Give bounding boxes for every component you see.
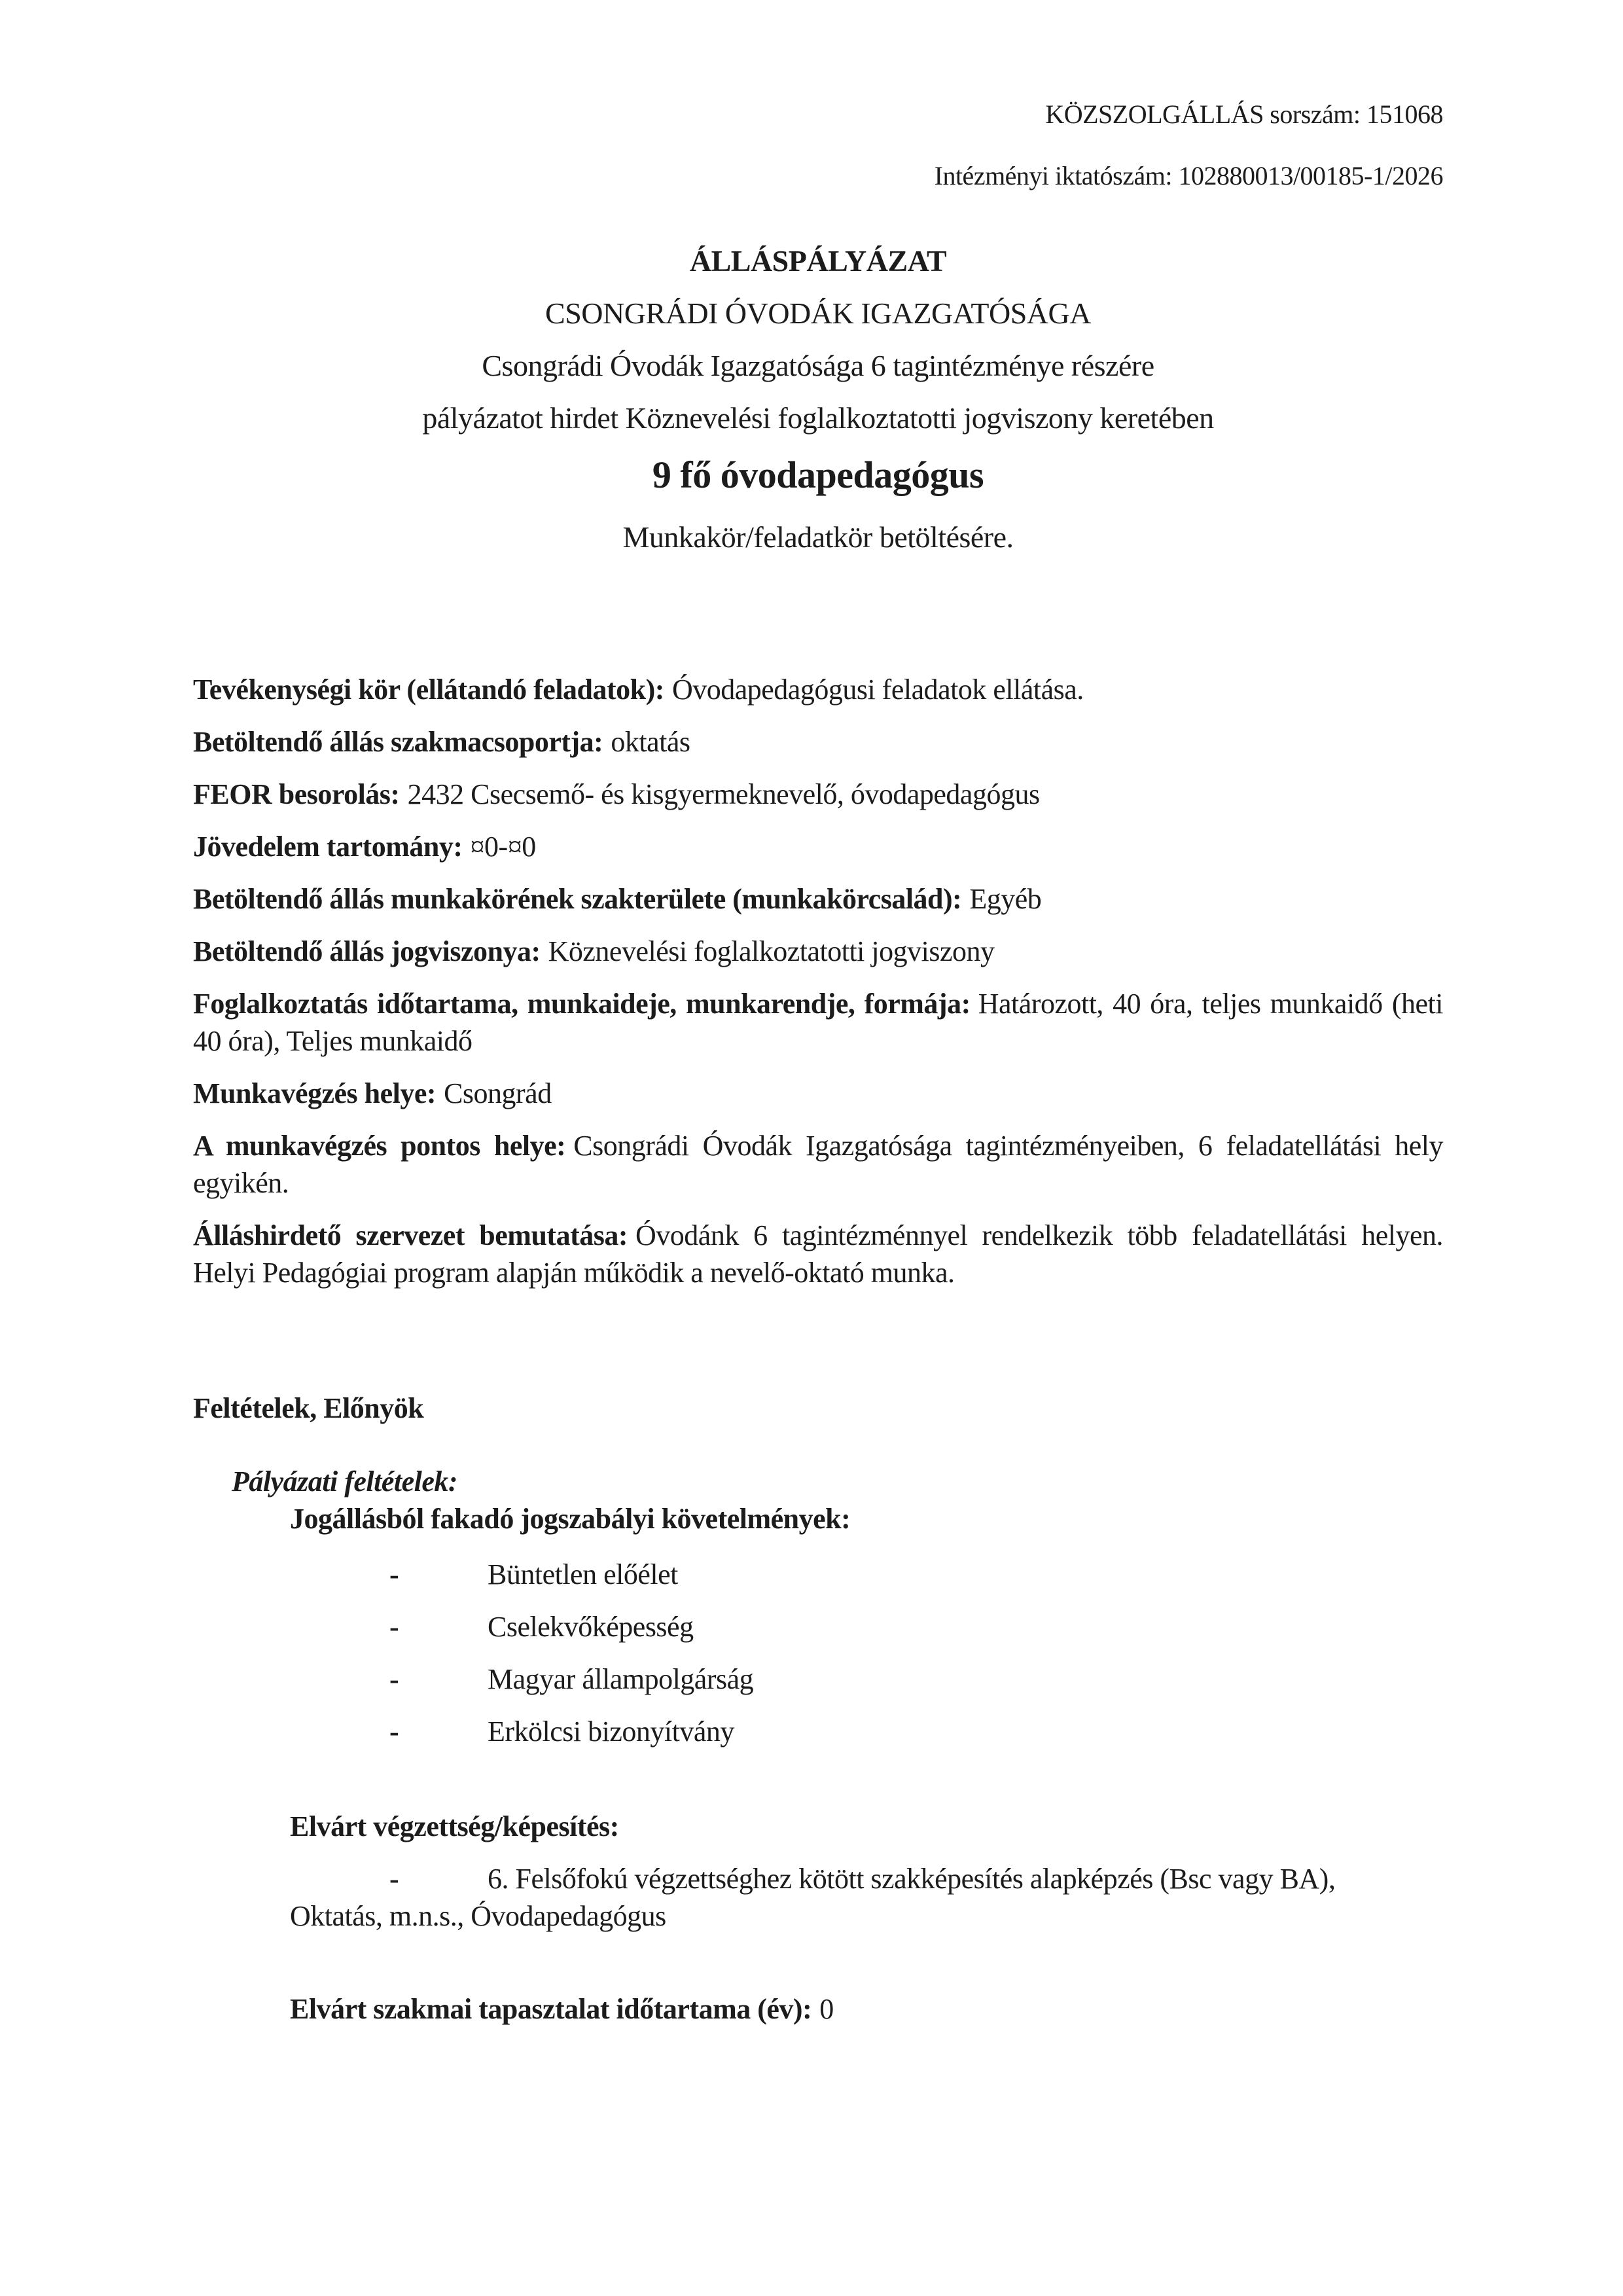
list-item-text: Erkölcsi bizonyítvány [488, 1715, 734, 1748]
detail-value: 2432 Csecsemő- és kisgyermeknevelő, óvodapedagógus [407, 778, 1040, 810]
list-item-text: Cselekvőképesség [488, 1611, 694, 1643]
qualification-heading: Elvárt végzettség/képesítés: [290, 1810, 619, 1842]
detail-value: oktatás [611, 726, 690, 758]
detail-label: Betöltendő állás jogviszonya: [193, 935, 541, 967]
detail-value: Csongrádi Óvodák Igazgatósága tagintézményeiben, 6 feladatellátási hely egyikén. [193, 1130, 1444, 1199]
detail-label: FEOR besorolás: [193, 778, 400, 810]
document-header [193, 98, 1443, 192]
registry-number-line: Intézményi iktatószám: 102880013/00185-1/2026 [934, 161, 1443, 190]
detail-label: Betöltendő állás munkakörének szakterülete (munkakörcsalád): [193, 883, 962, 915]
detail-employment-terms [193, 985, 1443, 1060]
detail-org-description [193, 1217, 1443, 1291]
detail-value: Óvodánk 6 tagintézménnyel rendelkezik több feladatellátási helyen. Helyi Pedagógiai program alapján működik a nevelő-oktató munka. [193, 1219, 1443, 1289]
detail-activity [193, 671, 1443, 708]
bullet-dash: - [389, 1715, 399, 1748]
position-title: 9 fő óvodapedagógus [652, 454, 984, 496]
detail-label: Álláshirdető szervezet bemutatása: [193, 1219, 628, 1251]
detail-exact-location [193, 1127, 1443, 1202]
experience-requirement [193, 1990, 1443, 2028]
title-subtitle-1: Csongrádi Óvodák Igazgatósága 6 tagintézménye részére [482, 349, 1154, 382]
conditions-section [193, 1390, 1443, 2028]
document-title: ÁLLÁSPÁLYÁZAT [689, 244, 947, 278]
bullet-dash: - [389, 1663, 399, 1695]
detail-label: Foglalkoztatás időtartama, munkaideje, munkarendje, formája: [193, 988, 971, 1020]
experience-label: Elvárt szakmai tapasztalat időtartama (év): [290, 1993, 812, 2025]
qualification-item-continuation: Oktatás, m.n.s., Óvodapedagógus [290, 1900, 666, 1932]
list-item [193, 1608, 1443, 1645]
detail-value: Egyéb [969, 883, 1042, 915]
title-block [193, 242, 1443, 556]
detail-label: Munkavégzés helye: [193, 1077, 437, 1109]
qualification-item-text: 6. Felsőfokú végzettséghez kötött szakképesítés alapképzés (Bsc vagy BA), [488, 1863, 1336, 1895]
list-item [193, 1713, 1443, 1750]
title-subtitle-3: Munkakör/feladatkör betöltésére. [622, 520, 1014, 554]
organization-name: CSONGRÁDI ÓVODÁK IGAZGATÓSÁGA [545, 296, 1091, 330]
title-subtitle-2: pályázatot hirdet Köznevelési foglalkoztatotti jogviszony keretében [422, 401, 1214, 435]
detail-work-location [193, 1075, 1443, 1112]
detail-label: A munkavégzés pontos helye: [193, 1130, 566, 1162]
conditions-heading: Feltételek, Előnyök [193, 1392, 424, 1424]
job-details [193, 671, 1443, 1291]
experience-value: 0 [819, 1993, 834, 2025]
list-item-text: Magyar állampolgárság [488, 1663, 754, 1695]
bullet-dash: - [389, 1611, 399, 1643]
detail-value: Köznevelési foglalkoztatotti jogviszony [548, 935, 995, 967]
detail-profession-group [193, 723, 1443, 761]
legal-requirements-list [193, 1556, 1443, 1750]
detail-value: Csongrád [444, 1077, 552, 1109]
detail-value: Határozott, 40 óra, teljes munkaidő (heti 40 óra), Teljes munkaidő [193, 988, 1443, 1057]
serial-number-line: KÖZSZOLGÁLLÁS sorszám: 151068 [1045, 99, 1443, 129]
list-item [193, 1660, 1443, 1698]
detail-feor [193, 776, 1443, 813]
list-item [193, 1556, 1443, 1593]
detail-value: Óvodapedagógusi feladatok ellátása. [671, 673, 1084, 706]
detail-legal-relation [193, 933, 1443, 970]
detail-label: Jövedelem tartomány: [193, 831, 463, 863]
list-item-text: Büntetlen előélet [488, 1558, 678, 1590]
application-conditions-heading: Pályázati feltételek: [232, 1465, 458, 1498]
detail-label: Betöltendő állás szakmacsoportja: [193, 726, 603, 758]
detail-value: ¤0-¤0 [470, 831, 536, 863]
qualification-item [193, 1860, 1443, 1897]
detail-job-family [193, 880, 1443, 918]
detail-label: Tevékenységi kör (ellátandó feladatok): [193, 673, 664, 706]
detail-income-range [193, 828, 1443, 865]
legal-requirements-heading: Jogállásból fakadó jogszabályi követelmények: [290, 1503, 851, 1535]
bullet-dash: - [389, 1863, 399, 1895]
bullet-dash: - [389, 1558, 399, 1590]
